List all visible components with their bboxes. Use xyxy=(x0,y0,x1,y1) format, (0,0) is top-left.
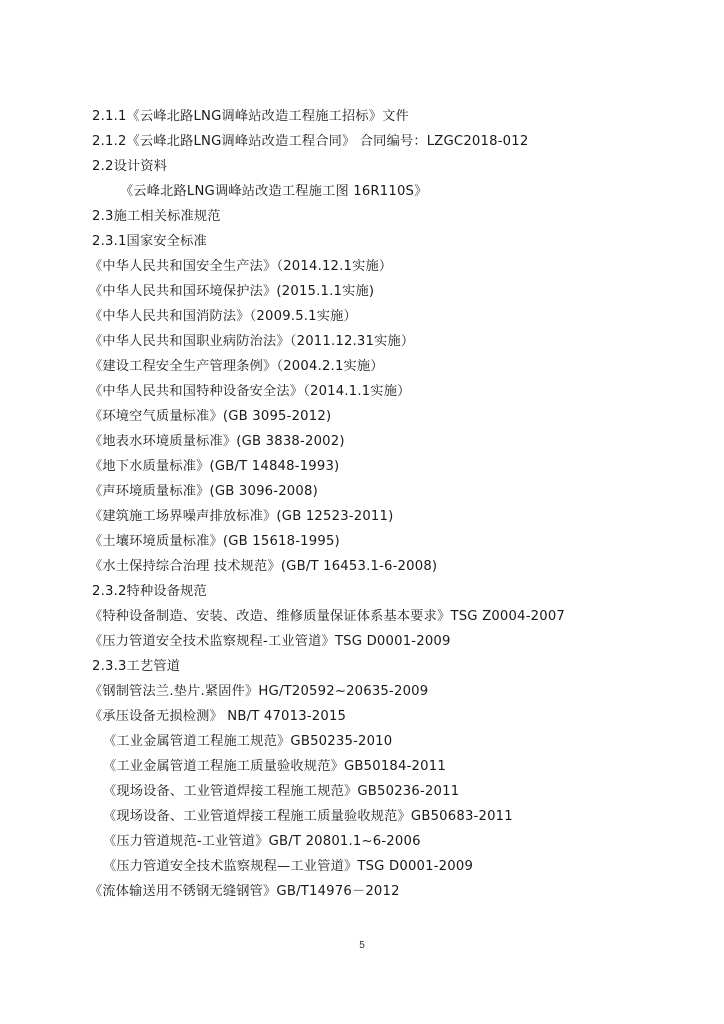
reference-line: 《工业金属管道工程施工规范》GB50235-2010 xyxy=(103,734,393,749)
reference-line: 《压力管道安全技术监察规程-工业管道》TSG D0001-2009 xyxy=(89,634,451,649)
reference-line: 《声环境质量标准》(GB 3096-2008) xyxy=(89,484,318,499)
reference-line: 《地下水质量标准》(GB/T 14848-1993) xyxy=(89,459,340,474)
reference-line: 《环境空气质量标准》(GB 3095-2012) xyxy=(89,409,332,424)
reference-line: 《建设工程安全生产管理条例》（2004.2.1实施） xyxy=(89,359,384,374)
reference-line: 《中华人民共和国安全生产法》（2014.12.1实施） xyxy=(89,259,393,274)
reference-line: 《中华人民共和国特种设备安全法》（2014.1.1实施） xyxy=(89,384,411,399)
document-body xyxy=(0,104,724,904)
section-heading: 2.1.1《云峰北路LNG调峰站改造工程施工招标》文件 xyxy=(92,109,409,124)
section-heading: 2.3.3工艺管道 xyxy=(92,659,181,674)
reference-line: 《地表水环境质量标准》(GB 3838-2002) xyxy=(89,434,345,449)
section-heading: 2.3.2特种设备规范 xyxy=(92,584,207,599)
reference-line: 《现场设备、工业管道焊接工程施工规范》GB50236-2011 xyxy=(103,784,460,799)
section-heading: 2.1.2《云峰北路LNG调峰站改造工程合同》 合同编号：LZGC2018-012 xyxy=(92,134,529,149)
reference-line: 《钢制管法兰.垫片.紧固件》HG/T20592~20635-2009 xyxy=(89,684,429,699)
reference-line: 《中华人民共和国职业病防治法》（2011.12.31实施） xyxy=(89,334,415,349)
reference-line: 《现场设备、工业管道焊接工程施工质量验收规范》GB50683-2011 xyxy=(103,809,513,824)
section-heading: 2.3.1国家安全标准 xyxy=(92,234,207,249)
page-number: 5 xyxy=(359,940,365,951)
reference-line: 《工业金属管道工程施工质量验收规范》GB50184-2011 xyxy=(103,759,446,774)
reference-line: 《水土保持综合治理 技术规范》(GB/T 16453.1-6-2008) xyxy=(89,559,438,574)
reference-line: 《承压设备无损检测》 NB/T 47013-2015 xyxy=(89,709,347,724)
reference-line: 《云峰北路LNG调峰站改造工程施工图 16R110S》 xyxy=(120,184,428,199)
reference-line: 《特种设备制造、安装、改造、维修质量保证体系基本要求》TSG Z0004-2007 xyxy=(89,609,566,624)
section-heading: 2.3施工相关标准规范 xyxy=(92,209,221,224)
reference-line: 《中华人民共和国环境保护法》(2015.1.1实施) xyxy=(89,284,375,299)
reference-line: 《土壤环境质量标准》(GB 15618-1995) xyxy=(89,534,340,549)
reference-line: 《流体输送用不锈钢无缝钢管》GB/T14976－2012 xyxy=(89,884,400,899)
section-heading: 2.2设计资料 xyxy=(92,159,168,174)
reference-line: 《压力管道安全技术监察规程—工业管道》TSG D0001-2009 xyxy=(103,859,474,874)
reference-line: 《中华人民共和国消防法》（2009.5.1实施） xyxy=(89,309,357,324)
reference-line: 《建筑施工场界噪声排放标准》(GB 12523-2011) xyxy=(89,509,394,524)
reference-line: 《压力管道规范-工业管道》GB/T 20801.1~6-2006 xyxy=(103,834,421,849)
